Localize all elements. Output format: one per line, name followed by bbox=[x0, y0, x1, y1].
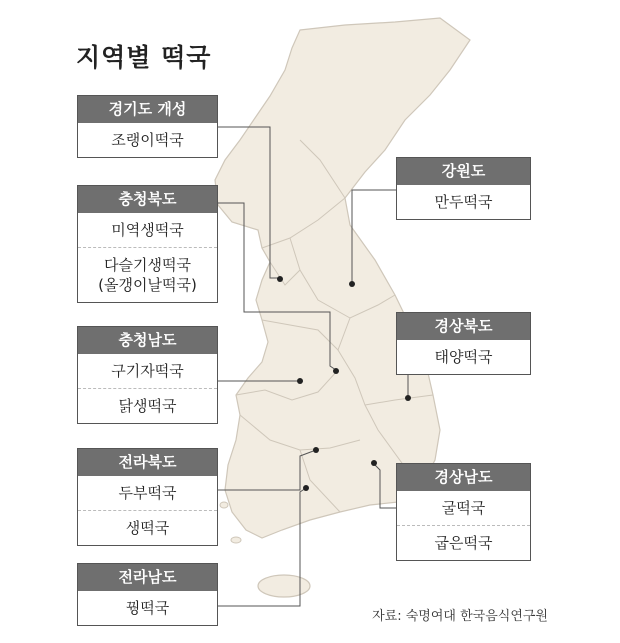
dish-label: 굴떡국 bbox=[441, 499, 486, 517]
region-name: 충청남도 bbox=[78, 327, 217, 354]
dot-chungbuk bbox=[333, 368, 339, 374]
region-box-gyeongbuk bbox=[396, 312, 531, 375]
jeju-island bbox=[258, 575, 310, 597]
island bbox=[231, 537, 241, 543]
dot-gyeonggi bbox=[277, 276, 283, 282]
region-box-gyeonggi bbox=[77, 95, 218, 158]
region-name: 충청북도 bbox=[78, 186, 217, 213]
dot-jeonnam bbox=[303, 485, 309, 491]
region-box-jeonbuk bbox=[77, 448, 218, 546]
region-name: 경상남도 bbox=[397, 464, 530, 491]
region-box-chungnam bbox=[77, 326, 218, 424]
dot-chungnam bbox=[297, 378, 303, 384]
region-name: 전라북도 bbox=[78, 449, 217, 476]
dish-label: 다슬기생떡국 (올갱이날떡국) bbox=[78, 247, 217, 302]
region-name: 강원도 bbox=[397, 158, 530, 185]
region-box-gangwon bbox=[396, 157, 531, 220]
source-credit: 자료: 숙명여대 한국음식연구원 bbox=[372, 609, 548, 624]
island bbox=[220, 502, 228, 508]
dish-label: 생떡국 bbox=[78, 510, 217, 545]
region-name: 전라남도 bbox=[78, 564, 217, 591]
region-box-chungbuk bbox=[77, 185, 218, 303]
korean-peninsula bbox=[215, 18, 470, 538]
dish-label: 꿩떡국 bbox=[125, 599, 170, 617]
dot-gyeongnam bbox=[371, 460, 377, 466]
dish-label: 조랭이떡국 bbox=[111, 131, 184, 149]
region-box-jeonnam bbox=[77, 563, 218, 626]
dot-gangwon bbox=[349, 281, 355, 287]
region-name: 경기도 개성 bbox=[78, 96, 217, 123]
dot-jeonbuk bbox=[313, 447, 319, 453]
dish-label: 태양떡국 bbox=[434, 348, 493, 366]
dot-gyeongbuk bbox=[405, 395, 411, 401]
dish-label: 두부떡국 bbox=[118, 484, 177, 502]
region-box-gyeongnam bbox=[396, 463, 531, 561]
dish-label: 구기자떡국 bbox=[111, 362, 184, 380]
dish-label: 굽은떡국 bbox=[397, 525, 530, 560]
dish-label: 닭생떡국 bbox=[78, 388, 217, 423]
dish-label: 만두떡국 bbox=[434, 193, 493, 211]
region-name: 경상북도 bbox=[397, 313, 530, 340]
map-title: 지역별 떡국 bbox=[76, 43, 212, 72]
dish-label: 미역생떡국 bbox=[111, 221, 184, 239]
